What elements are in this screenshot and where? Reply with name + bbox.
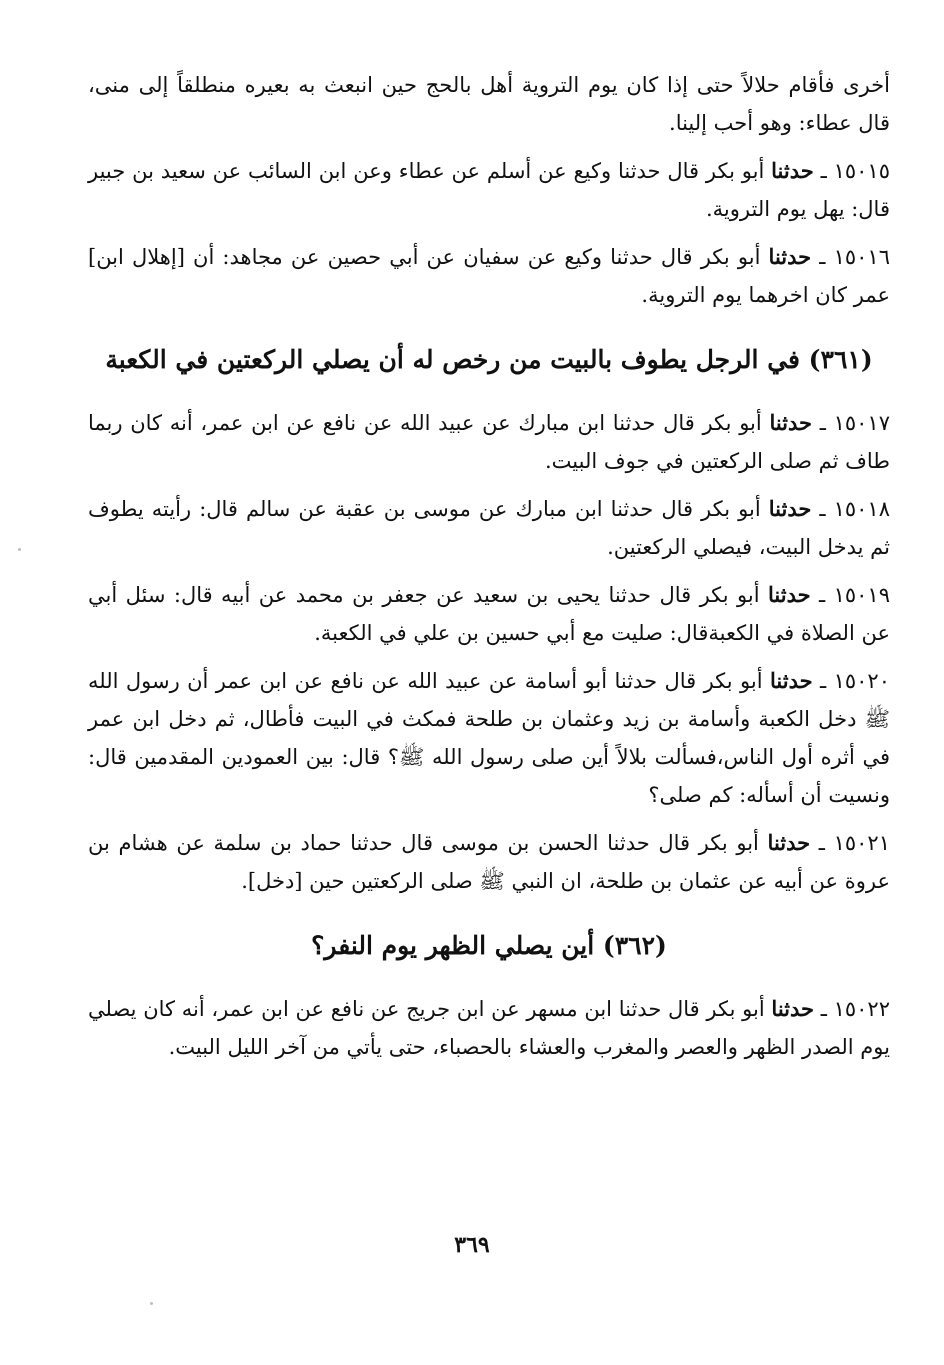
hadith-number: ١٥٠١٩ [833, 583, 890, 607]
hadith-15017 [88, 404, 890, 480]
hadith-text: أبو بكر قال حدثنا وكيع عن سفيان عن أبي حصين عن مجاهد: أن [إهلال ابن] عمر كان اخرهما يوم التروية. [88, 245, 890, 307]
hadith-15019 [88, 576, 890, 652]
hadith-lead: حدثنا [768, 244, 812, 269]
hadith-number: ١٥٠١٥ [833, 159, 890, 183]
hadith-text: أبو بكر قال حدثنا ابن مبارك عن موسى بن عقبة عن سالم قال: رأيته يطوف ثم يدخل البيت، فيصلي الركعتين. [88, 497, 890, 559]
hadith-text: أبو بكر قال حدثنا ابن مبارك عن عبيد الله عن نافع عن ابن عمر، أنه كان ربما طاف ثم صلى الركعتين في جوف البيت. [88, 411, 890, 473]
hadith-lead: حدثنا [769, 410, 813, 435]
hadith-number: ١٥٠١٧ [833, 411, 890, 435]
separator: ـ [811, 245, 834, 269]
hadith-number: ١٥٠١٨ [833, 497, 890, 521]
separator: ـ [813, 159, 834, 183]
paragraph-continuation [88, 66, 890, 142]
separator: ـ [810, 583, 834, 607]
separator: ـ [814, 997, 834, 1021]
hadith-number: ١٥٠١٦ [833, 245, 890, 269]
page-body [88, 66, 890, 1076]
separator: ـ [812, 669, 834, 693]
separator: ـ [811, 497, 834, 521]
hadith-lead: حدثنا [771, 996, 815, 1021]
hadith-text: أبو بكر قال حدثنا الحسن بن موسى قال حدثنا حماد بن سلمة عن هشام بن عروة عن أبيه عن عثمان بن طلحة، ان النبي ﷺ صلى الركعتين حين [دخل]. [88, 831, 890, 893]
page-number: ٣٦٩ [454, 1232, 490, 1258]
separator: ـ [812, 411, 834, 435]
hadith-number: ١٥٠٢٢ [833, 997, 890, 1021]
hadith-text: أبو بكر قال حدثنا أبو أسامة عن عبيد الله عن نافع عن ابن عمر أن رسول الله ﷺ دخل الكعبة وأسامة بن زيد وعثمان بن طلحة فمكث في البيت فأطال، ثم دخل ابن عمر في أثره أول الناس،فسألت بلالاً أين صلى رسول الله ﷺ؟ قال: بين العمودين المقدمين قال: ونسيت أن أسأله: كم صلى؟ [88, 669, 890, 807]
hadith-number: ١٥٠٢٠ [833, 669, 890, 693]
separator: ـ [810, 831, 834, 855]
hadith-15015 [88, 152, 890, 228]
hadith-text: أبو بكر قال حدثنا وكيع عن أسلم عن عطاء وعن ابن السائب عن سعيد بن جبير قال: يهل يوم التروية. [88, 159, 890, 221]
hadith-15016 [88, 238, 890, 314]
hadith-text: أبو بكر قال حدثنا ابن مسهر عن ابن جريج عن نافع عن ابن عمر، أنه كان يصلي يوم الصدر الظهر والعصر والمغرب والعشاء بالحصباء، حتى يأتي من آخر الليل البيت. [88, 997, 890, 1059]
hadith-lead: حدثنا [768, 496, 812, 521]
hadith-text: أبو بكر قال حدثنا يحيى بن سعيد عن جعفر بن محمد عن أبيه قال: سئل أبي عن الصلاة في الكعبةقال: صليت مع أبي حسين بن علي في الكعبة. [88, 583, 890, 645]
hadith-15022 [88, 990, 890, 1066]
scan-speck [150, 1302, 153, 1305]
scan-speck [18, 548, 21, 551]
hadith-lead: حدثنا [769, 668, 813, 693]
hadith-number: ١٥٠٢١ [833, 831, 890, 855]
hadith-15018 [88, 490, 890, 566]
hadith-lead: حدثنا [768, 582, 811, 607]
chapter-heading-361: (٣٦١) في الرجل يطوف بالبيت من رخص له أن يصلي الركعتين في الكعبة [105, 345, 873, 374]
chapter-heading-362: (٣٦٢) أين يصلي الظهر يوم النفر؟ [311, 931, 667, 960]
paragraph-text: أخرى فأقام حلالاً حتى إذا كان يوم التروية أهل بالحج حين انبعث به بعيره منطلقاً إلى منى، قال عطاء: وهو أحب إلينا. [88, 73, 890, 135]
hadith-15020 [88, 662, 890, 814]
hadith-lead: حدثنا [771, 158, 814, 183]
hadith-15021 [88, 824, 890, 900]
hadith-lead: حدثنا [767, 830, 811, 855]
